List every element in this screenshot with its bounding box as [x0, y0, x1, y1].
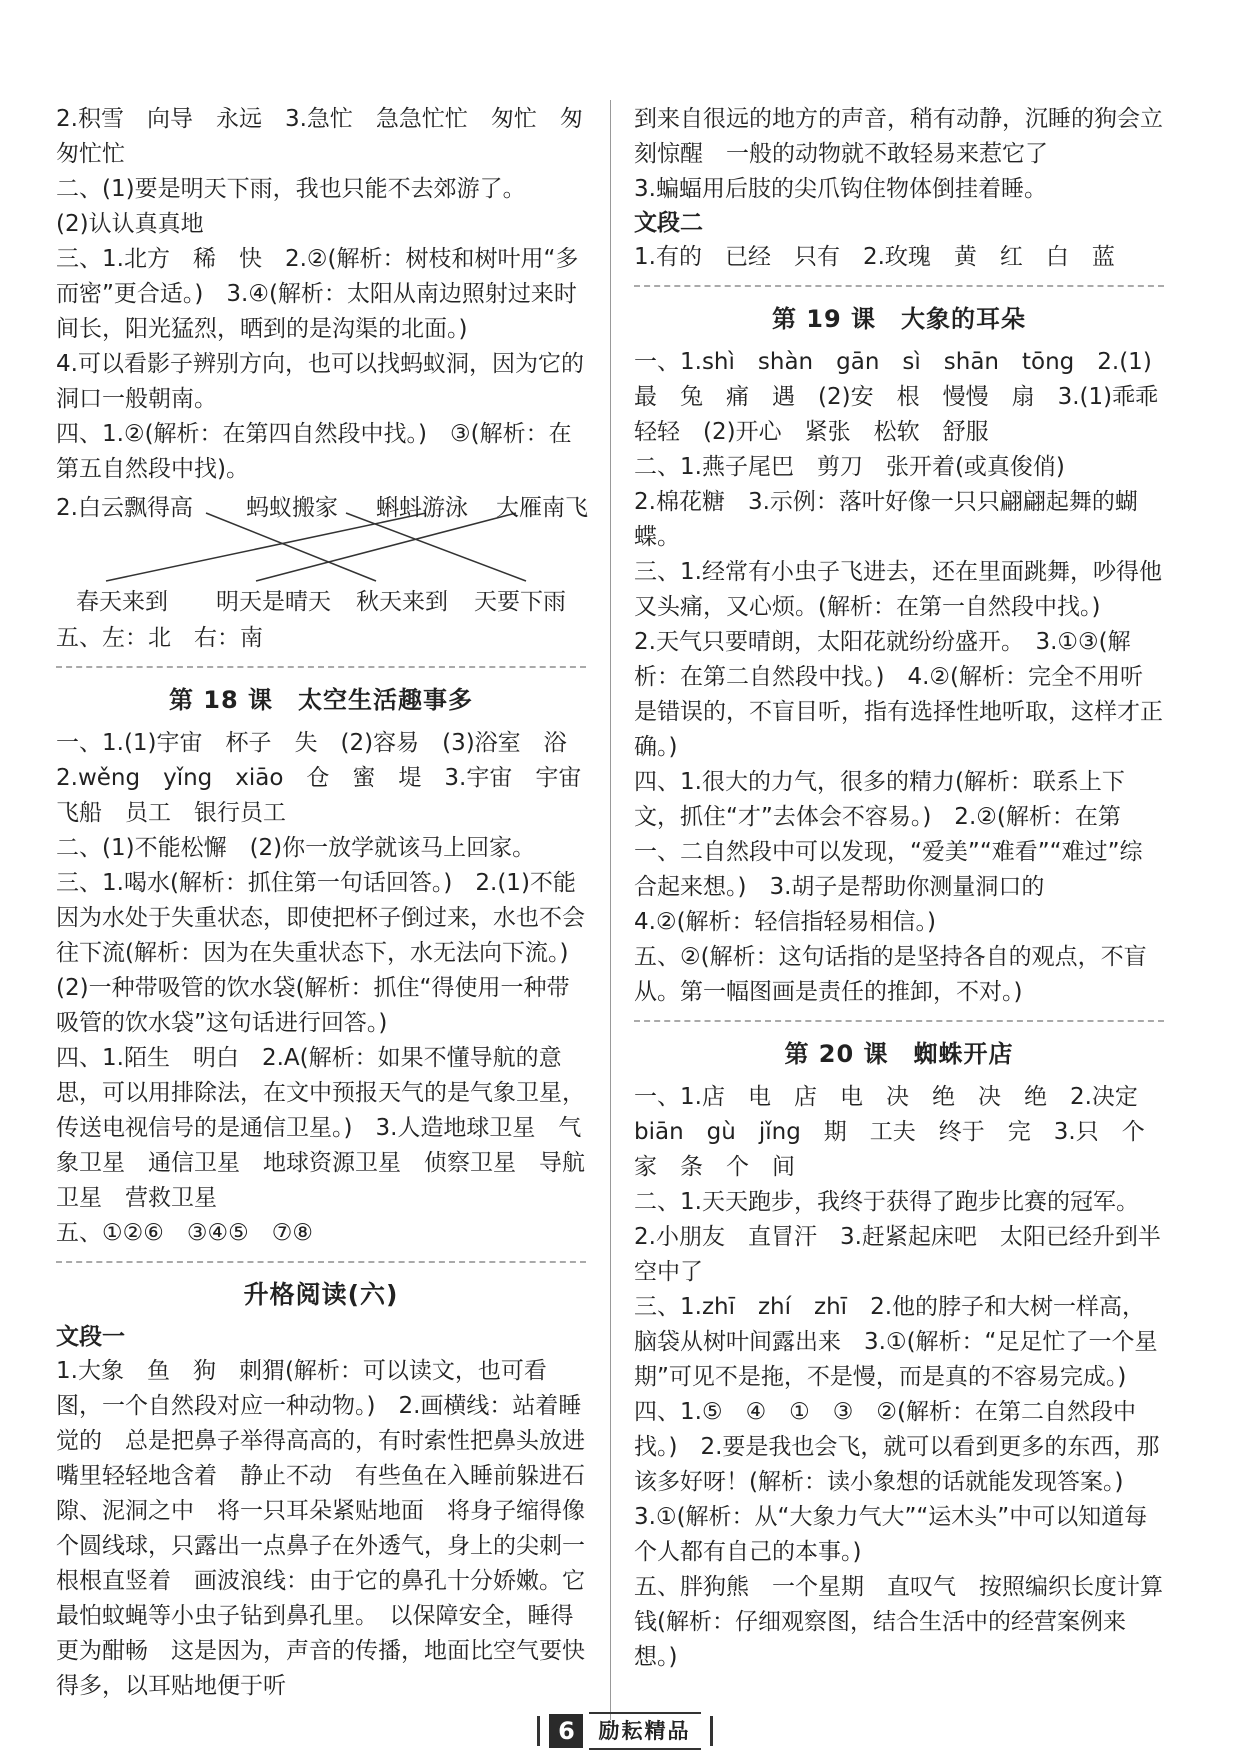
column-divider	[610, 100, 611, 1720]
footer-bar	[710, 1716, 713, 1746]
answer-para: 4.可以看影子辨别方向，也可以找蚂蚁洞，因为它的洞口一般朝南。	[56, 351, 584, 412]
match-item: 天要下雨	[474, 589, 566, 615]
matching-diagram	[56, 489, 586, 621]
right-column	[634, 102, 1182, 1675]
answer-para: 到来自很远的地方的声音，稍有动静，沉睡的狗会立刻惊醒 一般的动物就不敢轻易来惹它了	[634, 106, 1163, 167]
brand-logo: 励耘精品	[589, 1712, 701, 1750]
answer-para: 1.有的 已经 只有 2.玫瑰 黄 红 白 蓝	[634, 244, 1115, 270]
page-number: 6	[549, 1714, 583, 1748]
answer-para: 2.天气只要晴朗，太阳花就纷纷盛开。 3.①③(解析：在第二自然段中找。) 4.②(解析：完全不用听是错误的，不盲目听，指有选择性地听取，这样才正确。)	[634, 629, 1163, 760]
answer-para: (2)认认真真地	[56, 211, 204, 237]
lesson-heading: 第 20 课 蜘蛛开店	[784, 1040, 1014, 1068]
answer-para: 五、②(解析：这句话指的是坚持各自的观点，不盲从。第一幅图画是责任的推卸，不对。)	[634, 944, 1147, 1005]
answer-para: 四、1.⑤ ④ ① ③ ②(解析：在第二自然段中找。) 2.要是我也会飞，就可以看到更多的东西，那该多好呀！(解析：读小象想的话就能发现答案。) 3.①(解析：从“大象力气大”“运木头”中可以知道每个人都有自己的本事。)	[634, 1399, 1160, 1565]
answer-para: 一、1.shì shàn gān sì shān tōng 2.(1)最 兔 痛 遇 (2)安 根 慢慢 扇 3.(1)乖乖 轻轻 (2)开心 紧张 松软 舒服	[634, 349, 1182, 445]
answer-para: 2.积雪 向导 永远 3.急忙 急急忙忙 匆忙 匆匆忙忙	[56, 106, 583, 167]
answer-para: 三、1.喝水(解析：抓住第一句话回答。) 2.(1)不能 因为水处于失重状态，即使把杯子倒过来，水也不会往下流(解析：因为在失重状态下，水无法向下流。) (2)一种带吸管的饮水袋(解析：抓住“得使用一种带吸管的饮水袋”这句话进行回答。)	[56, 870, 599, 1036]
answer-para: 2.小朋友 直冒汗 3.赶紧起床吧 太阳已经升到半空中了	[634, 1224, 1161, 1285]
answer-para: 三、1.zhī zhí zhī 2.他的脖子和大树一样高，脑袋从树叶间露出来 3.①(解析：“足足忙了一个星期”可见不是拖，不是慢，而是真的不容易完成。)	[634, 1294, 1158, 1390]
answer-para: 二、(1)要是明天下雨，我也只能不去郊游了。	[56, 176, 526, 202]
answer-para: 一、1.(1)宇宙 杯子 失 (2)容易 (3)浴室 浴	[56, 730, 567, 756]
section-separator	[634, 285, 1164, 287]
answer-para: 二、1.天天跑步，我终于获得了跑步比赛的冠军。	[634, 1189, 1139, 1215]
section-separator	[634, 1020, 1164, 1022]
lesson-heading: 第 18 课 太空生活趣事多	[168, 686, 474, 714]
answer-para: 五、胖狗熊 一个星期 直叹气 按照编织长度计算钱(解析：仔细观察图，结合生活中的经营案例来想。)	[634, 1574, 1163, 1670]
answer-para: 4.②(解析：轻信指轻易相信。)	[634, 909, 937, 935]
answer-para: 二、1.燕子尾巴 剪刀 张开着(或真俊俏)	[634, 454, 1065, 480]
answer-para: 四、1.很大的力气，很多的精力(解析：联系上下文，抓住“才”去体会不容易。) 2.②(解析：在第一、二自然段中可以发现，“爱美”“难看”“难过”综合起来想。) 3.胡子是帮助你测量洞口的	[634, 769, 1143, 900]
answer-para: 1.大象 鱼 狗 刺猬(解析：可以读文，也可看图，一个自然段对应一种动物。) 2.画横线：站着睡觉的 总是把鼻子举得高高的，有时索性把鼻头放进嘴里轻轻地含着 静止不动 有些鱼在入睡前躲进石隙、泥洞之中 将一只耳朵紧贴地面 将身子缩得像个圆线球，只露出一点鼻子在外透气，身上的尖刺一根根直竖着 画波浪线：由于它的鼻孔十分娇嫩。它最怕蚊蝇等小虫子钻到鼻孔里。 以保障安全，睡得更为酣畅 这是因为，声音的传播，地面比空气要快得多，以耳贴地便于听	[56, 1358, 585, 1699]
answer-para: 五、左：北 右：南	[56, 625, 263, 651]
answer-para: 三、1.北方 稀 快 2.②(解析：树枝和树叶用“多而密”更合适。) 3.④(解析：太阳从南边照射过来时间长，阳光猛烈，晒到的是沟渠的北面。)	[56, 246, 579, 342]
answer-para: 二、(1)不能松懈 (2)你一放学就该马上回家。	[56, 835, 536, 861]
match-item: 春天来到	[76, 589, 168, 615]
answer-para: 一、1.店 电 店 电 决 绝 决 绝 2.决定 biān gù jǐng 期 工夫 终于 完 3.只 个 家 条 个 间	[634, 1084, 1168, 1180]
match-item: 明天是晴天	[216, 589, 331, 615]
footer-bar	[537, 1716, 540, 1746]
page-footer	[0, 1712, 1250, 1752]
answer-para: 四、1.②(解析：在第四自然段中找。) ③(解析：在第五自然段中找)。	[56, 421, 572, 482]
answer-para: 三、1.经常有小虫子飞进去，还在里面跳舞，吵得他又头痛，又心烦。(解析：在第一自然段中找。)	[634, 559, 1162, 620]
match-item: 大雁南飞	[496, 495, 588, 521]
passage-label: 文段一	[56, 1324, 125, 1350]
match-item: 秋天来到	[356, 589, 448, 615]
reading-heading: 升格阅读(六)	[243, 1280, 399, 1309]
answer-para: 2.棉花糖 3.示例：落叶好像一只只翩翩起舞的蝴蝶。	[634, 489, 1138, 550]
match-item: 蚂蚁搬家	[246, 495, 338, 521]
match-item: 蝌蚪游泳	[376, 495, 468, 521]
answer-para: 五、①②⑥ ③④⑤ ⑦⑧	[56, 1220, 313, 1246]
answer-para: 四、1.陌生 明白 2.A(解析：如果不懂导航的意思，可以用排除法，在文中预报天气的是气象卫星，传送电视信号的是通信卫星。) 3.人造地球卫星 气象卫星 通信卫星 地球资源卫星 侦察卫星 导航卫星 营救卫星	[56, 1045, 585, 1211]
left-column	[56, 102, 599, 1704]
section-separator	[56, 666, 586, 668]
passage-label: 文段二	[634, 210, 703, 236]
section-separator	[56, 1261, 586, 1263]
answer-para: 2.wěng yǐng xiāo 仓 蜜 堤 3.宇宙 宇宙飞船 员工 银行员工	[56, 765, 582, 826]
lesson-heading: 第 19 课 大象的耳朵	[771, 305, 1027, 333]
match-item: 2.白云飘得高	[56, 495, 193, 521]
answer-para: 3.蝙蝠用后肢的尖爪钩住物体倒挂着睡。	[634, 176, 1047, 202]
